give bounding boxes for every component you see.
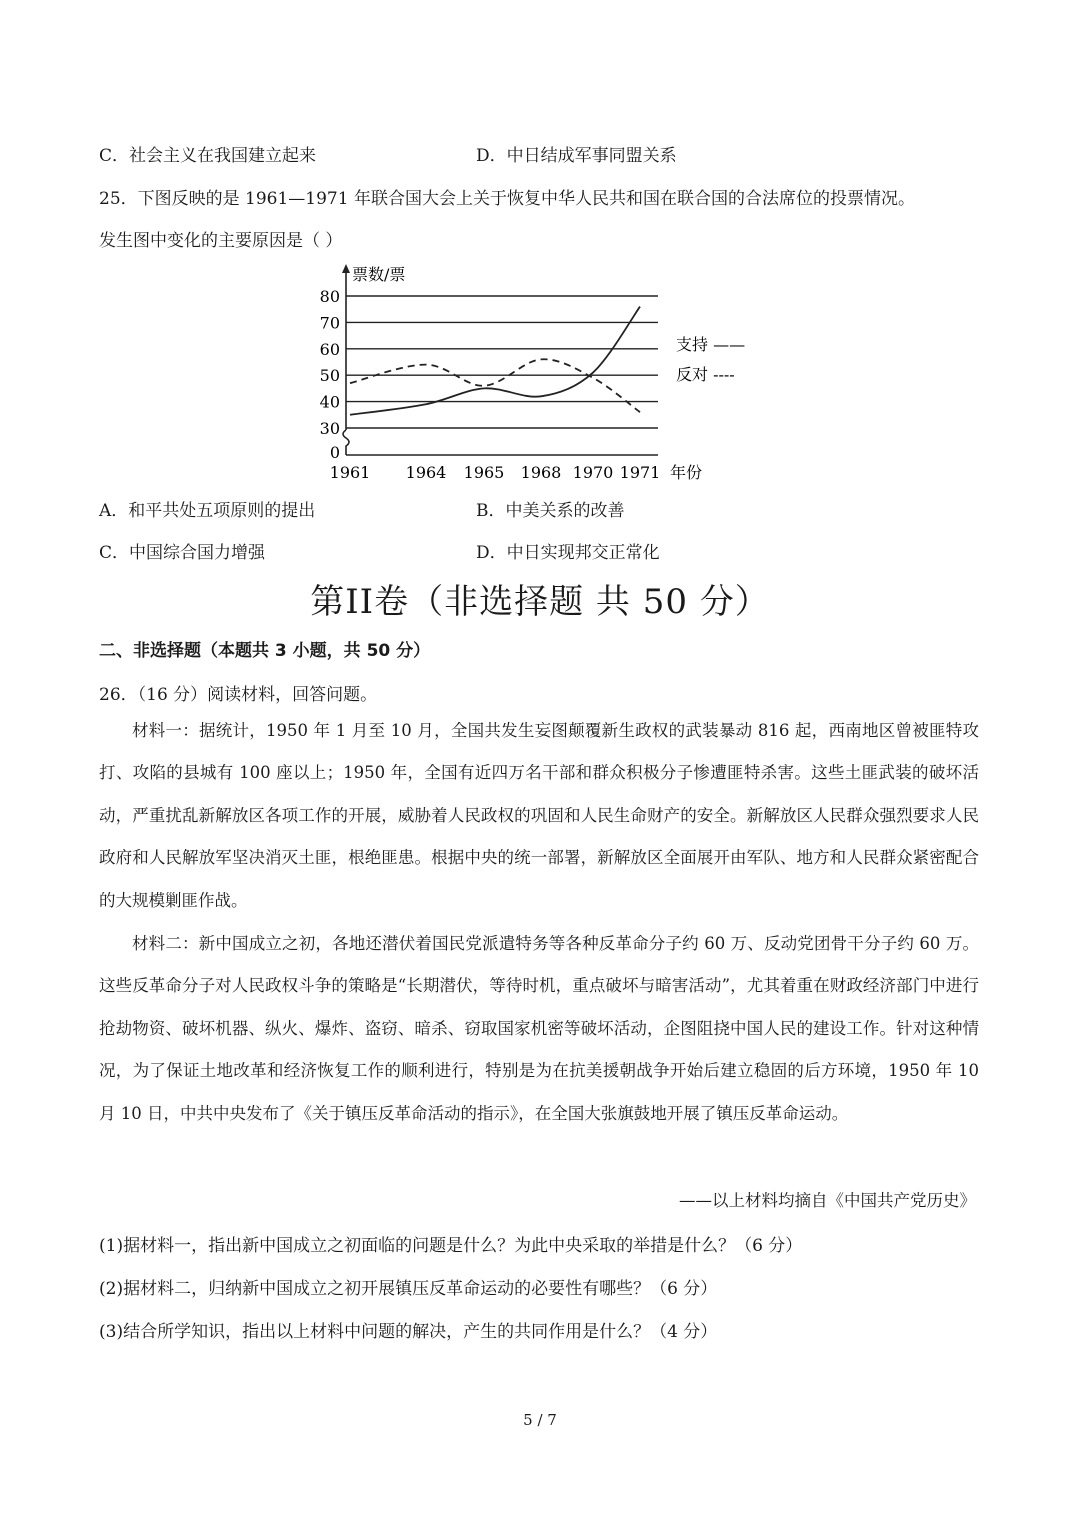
q25-stem-line2: 发生图中变化的主要原因是（ ） — [99, 231, 343, 251]
oppose-series-line — [350, 359, 640, 412]
legend-oppose: 反对 ---- — [676, 365, 735, 384]
q24-option-d: D．中日结成军事同盟关系 — [476, 146, 677, 166]
x-axis-label: 年份 — [670, 463, 703, 482]
y-tick-label: 40 — [320, 392, 340, 412]
vote-chart — [320, 258, 780, 490]
q26-source: ——以上材料均摘自《中国共产党历史》 — [679, 1191, 976, 1210]
y-tick-label: 50 — [320, 366, 340, 386]
x-tick-label: 1961 — [329, 463, 371, 482]
q25-stem-line1: 25．下图反映的是 1961—1971 年联合国大会上关于恢复中华人民共和国在联合国的合法席位的投票情况。 — [99, 189, 915, 209]
q25-option-b: B．中美关系的改善 — [476, 501, 625, 521]
section-title: 第II卷（非选择题 共 50 分） — [310, 582, 770, 622]
y-tick-label: 0 — [329, 443, 340, 462]
page-number: 5 / 7 — [523, 1411, 557, 1429]
q26-material2: 材料二：新中国成立之初，各地还潜伏着国民党派遣特务等各种反革命分子约 60 万、反动党团骨干分子约 60 万。这些反革命分子对人民政权斗争的策略是“长期潜伏，等待时机，重点破坏与暗害活动”，尤其着重在财政经济部门中进行抢劫物资、破坏机器、纵火、爆炸、盗窃、暗杀、窃取国家机密等破坏活动，企图阻挠中国人民的建设工作。针对这种情况，为了保证土地改革和经济恢复工作的顺利进行，特别是为在抗美援朝战争开始后建立稳固的后方环境，1950 年 10 月 10 日，中共中央发布了《关于镇压反革命活动的指示》，在全国大张旗鼓地开展了镇压反革命运动。 — [99, 934, 979, 1123]
q26-subquestion-2: (2)据材料二，归纳新中国成立之初开展镇压反革命运动的必要性有哪些？（6 分） — [99, 1279, 718, 1299]
q25-option-d: D．中日实现邦交正常化 — [476, 543, 660, 563]
x-tick-label: 1971 — [619, 463, 661, 482]
y-axis-arrow — [342, 264, 350, 273]
q26-subquestion-1: (1)据材料一，指出新中国成立之初面临的问题是什么？为此中央采取的举措是什么？（6 分） — [99, 1236, 803, 1256]
x-tick-label: 1965 — [463, 463, 505, 482]
axis-break — [343, 430, 349, 455]
legend-support: 支持 —— — [676, 335, 746, 354]
y-tick-label: 30 — [320, 419, 340, 438]
section-subtitle: 二、非选择题（本题共 3 小题，共 50 分） — [99, 641, 431, 661]
q25-option-c: C．中国综合国力增强 — [99, 543, 266, 563]
x-tick-label: 1968 — [520, 463, 562, 482]
q26-header: 26．（16 分）阅读材料，回答问题。 — [99, 685, 378, 705]
y-tick-label: 80 — [320, 287, 340, 306]
y-tick-label: 70 — [320, 313, 340, 333]
x-tick-label: 1964 — [405, 463, 447, 482]
y-axis-label: 票数/票 — [352, 265, 406, 284]
y-tick-label: 60 — [320, 339, 340, 359]
q25-option-a: A．和平共处五项原则的提出 — [99, 501, 316, 521]
q24-option-c: C．社会主义在我国建立起来 — [99, 146, 317, 166]
x-tick-label: 1970 — [572, 463, 614, 482]
q26-subquestion-3: (3)结合所学知识，指出以上材料中问题的解决，产生的共同作用是什么？（4 分） — [99, 1322, 718, 1342]
q26-material1: 材料一：据统计，1950 年 1 月至 10 月，全国共发生妄图颠覆新生政权的武装暴动 816 起，西南地区曾被匪特攻打、攻陷的县城有 100 座以上；1950 年，全国有近四万名干部和群众积极分子惨遭匪特杀害。这些土匪武装的破坏活动，严重扰乱新解放区各项工作的开展，威胁着人民政权的巩固和人民生命财产的安全。新解放区人民群众强烈要求人民政府和人民解放军坚决消灭土匪，根绝匪患。根据中央的统一部署，新解放区全面展开由军队、地方和人民群众紧密配合的大规模剿匪作战。 — [99, 721, 979, 910]
